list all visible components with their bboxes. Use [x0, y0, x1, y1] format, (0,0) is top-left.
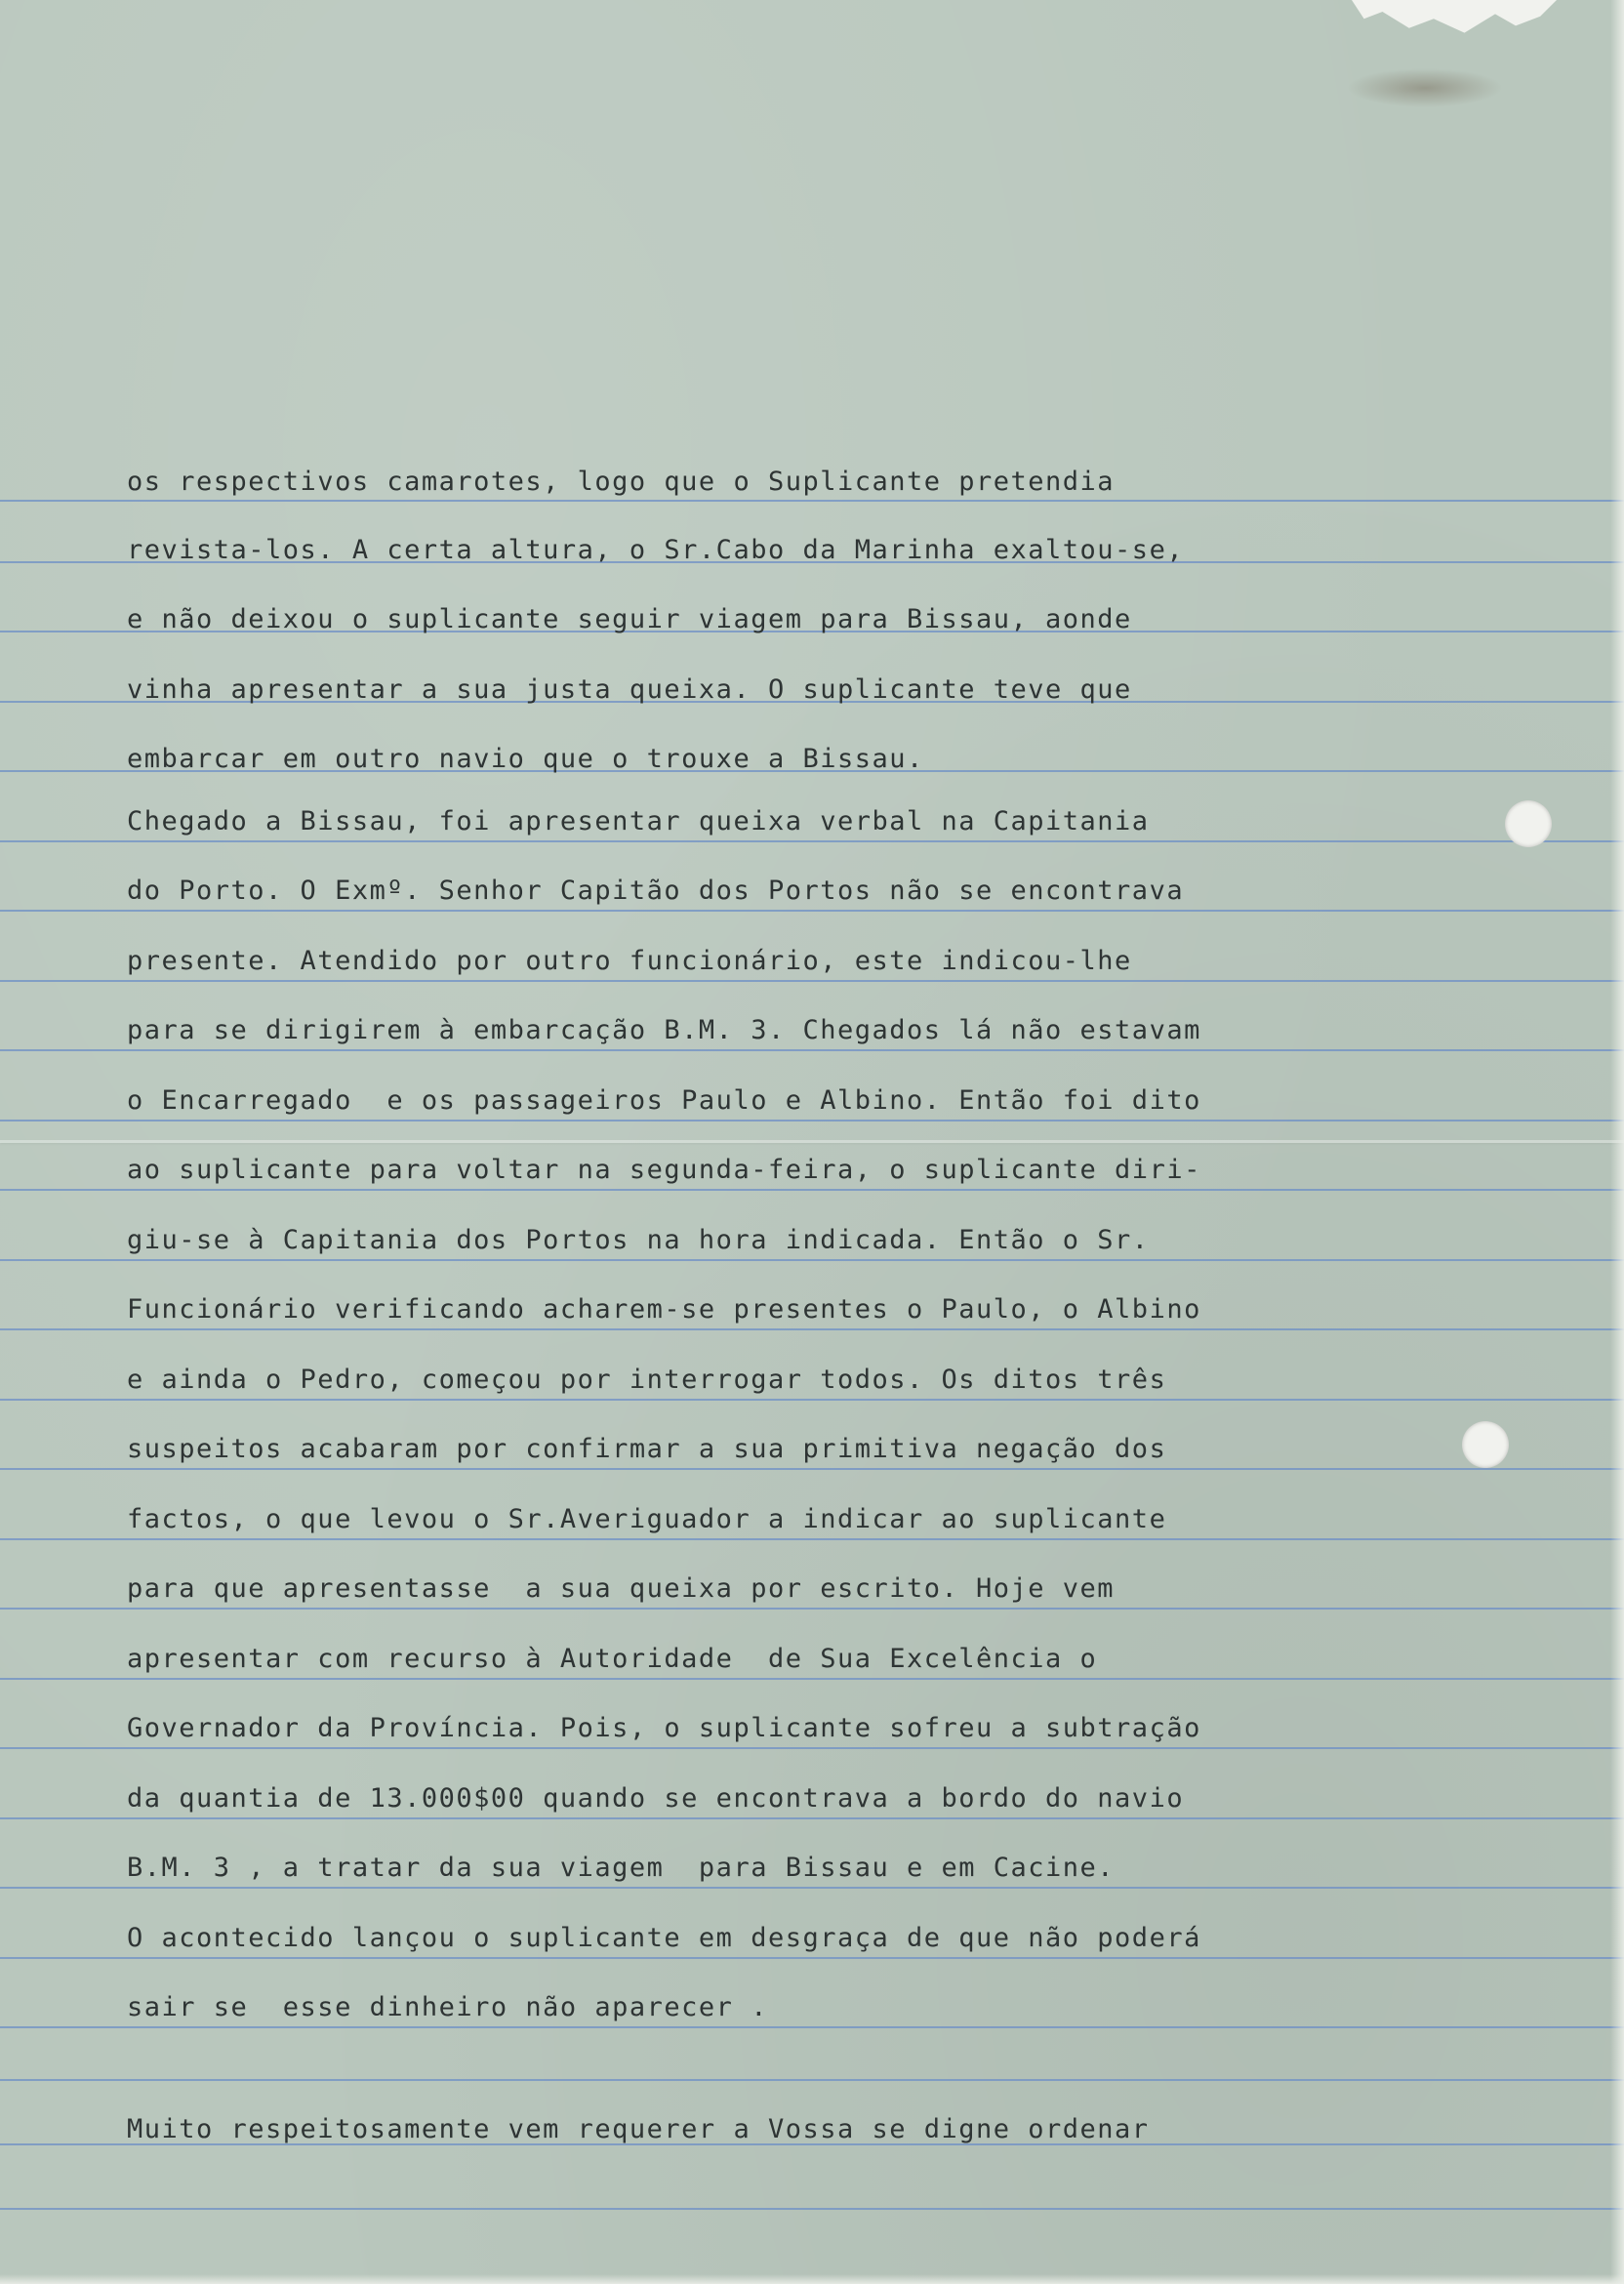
text-line: factos, o que levou o Sr.Averiguador a indicar ao suplicante [127, 1504, 1167, 1534]
text-line: Muito respeitosamente vem requerer a Vossa se digne ordenar [127, 2114, 1150, 2144]
text-line: apresentar com recurso à Autoridade de Sua Excelência o [127, 1644, 1098, 1674]
ruled-line [0, 500, 1624, 502]
ruled-line [0, 1817, 1624, 1819]
text-line: revista-los. A certa altura, o Sr.Cabo da Marinha exaltou-se, [127, 535, 1185, 565]
ruled-line [0, 1747, 1624, 1749]
torn-corner [1352, 0, 1557, 47]
ruled-line [0, 1887, 1624, 1889]
text-line: suspeitos acabaram por confirmar a sua primitiva negação dos [127, 1434, 1167, 1464]
punch-hole [1505, 800, 1552, 847]
text-line: e não deixou o suplicante seguir viagem para Bissau, aonde [127, 604, 1132, 634]
text-line: Chegado a Bissau, foi apresentar queixa verbal na Capitania [127, 806, 1150, 836]
ruled-line [0, 2026, 1624, 2028]
ruled-line [0, 1538, 1624, 1540]
text-line: O acontecido lançou o suplicante em desgraça de que não poderá [127, 1923, 1201, 1953]
ruled-line [0, 840, 1624, 842]
ruled-line [0, 1468, 1624, 1470]
text-line: vinha apresentar a sua justa queixa. O suplicante teve que [127, 674, 1132, 705]
ruled-line [0, 1120, 1624, 1122]
text-line: giu-se à Capitania dos Portos na hora indicada. Então o Sr. [127, 1225, 1150, 1255]
ruled-line [0, 1957, 1624, 1959]
text-line: Funcionário verificando acharem-se presentes o Paulo, o Albino [127, 1294, 1201, 1325]
text-line: para que apresentasse a sua queixa por escrito. Hoje vem [127, 1573, 1116, 1604]
ruled-line [0, 1259, 1624, 1261]
paper-fold [0, 1140, 1624, 1143]
ruled-line [0, 1678, 1624, 1680]
text-line: do Porto. O Exmº. Senhor Capitão dos Portos não se encontrava [127, 876, 1185, 906]
text-line: Governador da Província. Pois, o suplicante sofreu a subtração [127, 1713, 1201, 1743]
text-line: sair se esse dinheiro não aparecer . [127, 1992, 768, 2022]
ruled-line [0, 1189, 1624, 1191]
ruled-line [0, 980, 1624, 982]
text-line: e ainda o Pedro, começou por interrogar todos. Os ditos três [127, 1365, 1167, 1395]
text-line: para se dirigirem à embarcação B.M. 3. Chegados lá não estavam [127, 1015, 1201, 1045]
ruled-line [0, 910, 1624, 912]
punch-hole [1462, 1421, 1509, 1468]
text-line: B.M. 3 , a tratar da sua viagem para Bissau e em Cacine. [127, 1853, 1116, 1883]
text-line: os respectivos camarotes, logo que o Suplicante pretendia [127, 467, 1116, 497]
ruled-line [0, 1328, 1624, 1330]
ruled-line [0, 2208, 1624, 2210]
ruled-line [0, 1399, 1624, 1401]
ruled-line [0, 2079, 1624, 2081]
text-line: da quantia de 13.000$00 quando se encontrava a bordo do navio [127, 1783, 1185, 1814]
page-edge [0, 2274, 1624, 2284]
text-line: ao suplicante para voltar na segunda-feira, o suplicante diri- [127, 1155, 1201, 1185]
ruled-line [0, 1049, 1624, 1051]
text-line: o Encarregado e os passageiros Paulo e Albino. Então foi dito [127, 1085, 1201, 1116]
text-line: presente. Atendido por outro funcionário, este indicou-lhe [127, 946, 1132, 976]
text-line: embarcar em outro navio que o trouxe a Bissau. [127, 744, 924, 774]
ruled-line [0, 1608, 1624, 1610]
stain-mark [1347, 68, 1503, 107]
page-edge [1610, 0, 1624, 2284]
